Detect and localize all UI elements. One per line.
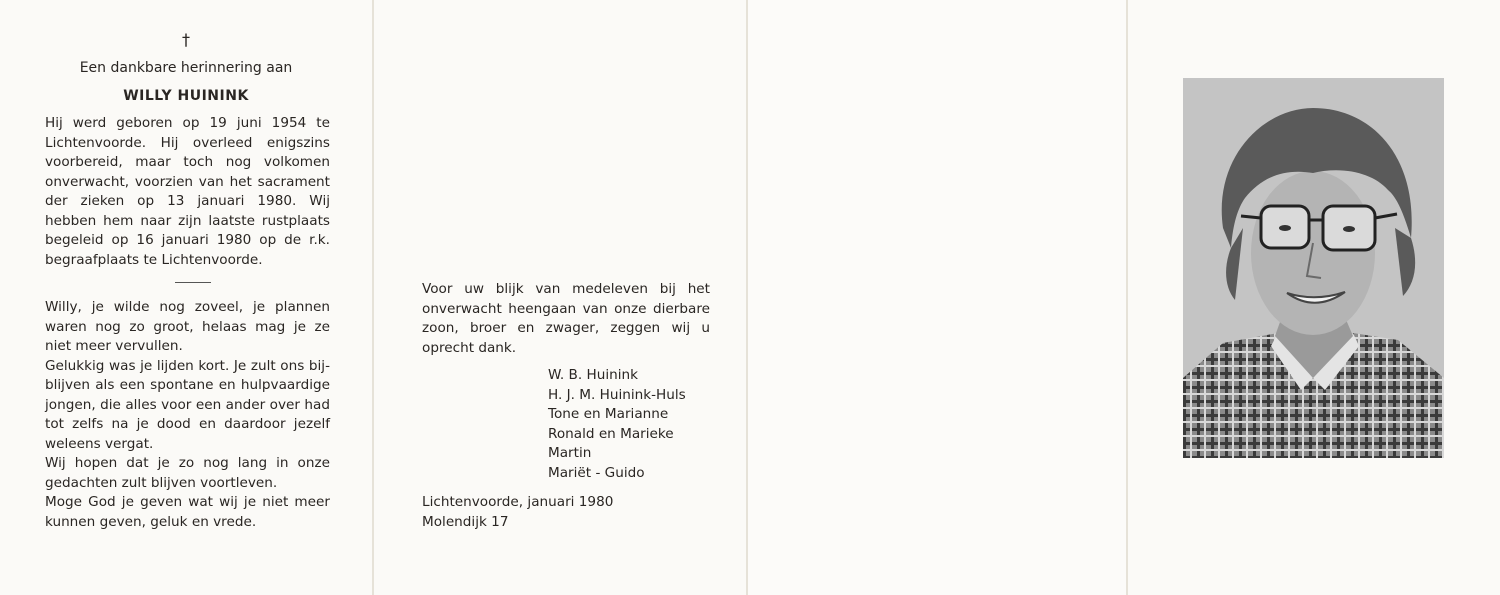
panel-thanks bbox=[374, 0, 746, 595]
deceased-name: WILLY HUININK bbox=[123, 88, 249, 104]
message-line: Wij hopen dat je zo nog lang in onze gedachten zult blijven voortleven. bbox=[45, 455, 330, 491]
portrait-photo-icon bbox=[1183, 78, 1444, 458]
divider bbox=[175, 282, 211, 283]
panel-blank bbox=[748, 0, 1126, 595]
biography-paragraph: Hij werd geboren op 19 juni 1954 te Lichtenvoorde. Hij overleed enigszins voorbereid, maar toch nog volkomen onverwacht, voorzien van het sacrament der zieken op 13 januari 1980. Wij hebben hem naar zijn laatste rustplaats begeleid op 16 januari 1980 op de r.k. begraafplaats te Lichtenvoorde. bbox=[45, 115, 330, 268]
cross-icon: † bbox=[182, 30, 190, 49]
panel-memorial-text bbox=[0, 0, 372, 595]
signer-name: Martin bbox=[548, 445, 592, 461]
panel-photo bbox=[1128, 0, 1500, 595]
signer-name: Ronald en Marieke bbox=[548, 425, 674, 442]
signer-name: H. J. M. Huinink-Huls bbox=[548, 386, 686, 403]
message-block bbox=[45, 298, 330, 532]
signer-name: Mariët - Guido bbox=[548, 464, 645, 481]
signers-list bbox=[548, 366, 686, 483]
signer-name: W. B. Huinink bbox=[548, 367, 638, 383]
place-and-date bbox=[422, 493, 613, 532]
message-line: Moge God je geven wat wij je niet meer kunnen geven, geluk en vrede. bbox=[45, 494, 330, 530]
message-line: Willy, je wilde nog zoveel, je plannen waren nog zo groot, helaas mag je ze niet meer vervullen. bbox=[45, 299, 330, 354]
message-line: Gelukkig was je lijden kort. Je zult ons bij-blijven als een spontane en hulpvaardige jongen, die alles voor een ander over had tot zelfs na je dood en daardoor jezelf weleens vergat. bbox=[45, 357, 330, 452]
thanks-paragraph: Voor uw blijk van medeleven bij het onverwacht heengaan van onze dierbare zoon, broer en zwager, zeggen wij u oprecht dank. bbox=[422, 281, 710, 356]
signer-name: Tone en Marianne bbox=[548, 406, 669, 422]
place-date-line: Lichtenvoorde, januari 1980 bbox=[422, 494, 614, 510]
portrait-photo bbox=[1183, 78, 1444, 458]
address-line: Molendijk 17 bbox=[422, 513, 509, 530]
intro-line: Een dankbare herinnering aan bbox=[79, 60, 293, 76]
